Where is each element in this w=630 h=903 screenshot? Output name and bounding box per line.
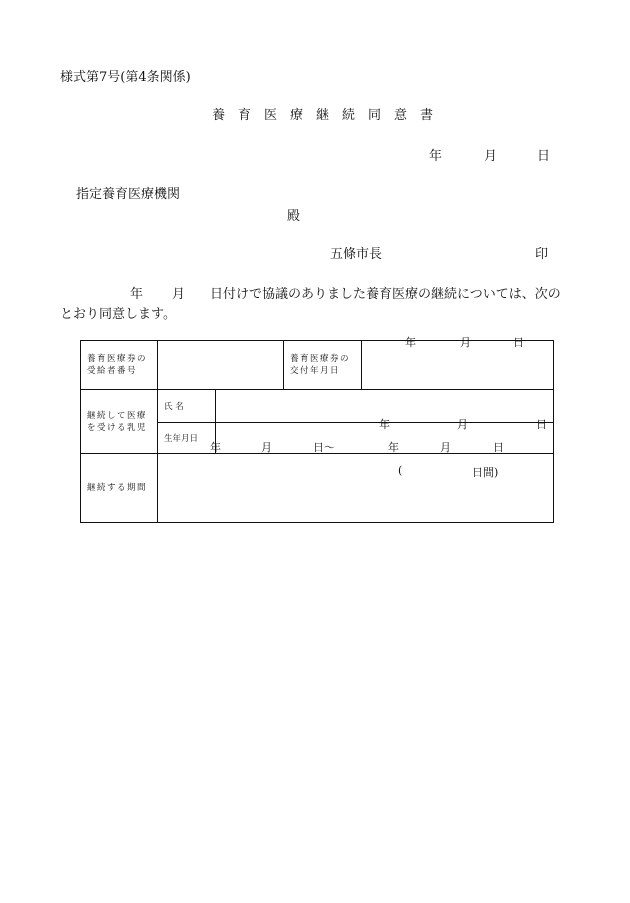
issue-month: 月 [460, 336, 471, 349]
document-title: 養育医療継続同意書 [212, 108, 447, 123]
table-row [81, 454, 554, 523]
period-start-year: 年 [210, 441, 221, 454]
recipient-number-label: 養育医療券の 受給者番号 [81, 341, 158, 390]
birth-year: 年 [379, 418, 390, 431]
period-end-day: 日 [493, 441, 504, 454]
body-month: 月 [172, 287, 186, 302]
period-start-day: 日〜 [313, 441, 335, 454]
issue-year: 年 [405, 336, 416, 349]
period-field[interactable] [158, 441, 554, 523]
period-end-year: 年 [388, 441, 399, 454]
recipient-number-field[interactable] [158, 341, 284, 390]
birth-day: 日 [536, 418, 547, 431]
period-days-close: 日間) [472, 466, 499, 479]
addressee-label: 指定養育医療機関 [76, 187, 181, 202]
period-start-month: 月 [261, 441, 272, 454]
seal-mark: 印 [535, 247, 549, 262]
table-row [81, 390, 554, 423]
period-end-month: 月 [440, 441, 451, 454]
body-text-line2: とおり同意します。 [60, 307, 176, 322]
date-month: 月 [484, 149, 498, 164]
birth-month: 月 [457, 418, 468, 431]
date-year: 年 [429, 149, 443, 164]
issue-date-field[interactable] [362, 336, 554, 390]
addressee-honorific: 殿 [287, 209, 301, 224]
date-day: 日 [537, 149, 551, 164]
period-label: 継続する期間 [81, 454, 158, 523]
consent-form-table [80, 336, 554, 523]
body-year: 年 [130, 287, 144, 302]
infant-label: 継続して医療 を受ける乳児 [81, 390, 158, 454]
name-label: 氏 名 [158, 390, 216, 423]
period-days-open: ( [398, 464, 403, 477]
birth-date-label: 生年月日 [158, 423, 216, 454]
body-text-line1: 日付けで協議のありました養育医療の継続については、次の [210, 287, 561, 302]
issuer-name: 五條市長 [330, 247, 383, 262]
issue-date-label: 養育医療券の 交付年月日 [284, 341, 362, 390]
issue-day: 日 [513, 336, 524, 349]
form-number: 様式第7号(第4条関係) [60, 70, 191, 85]
table-row [81, 341, 554, 390]
